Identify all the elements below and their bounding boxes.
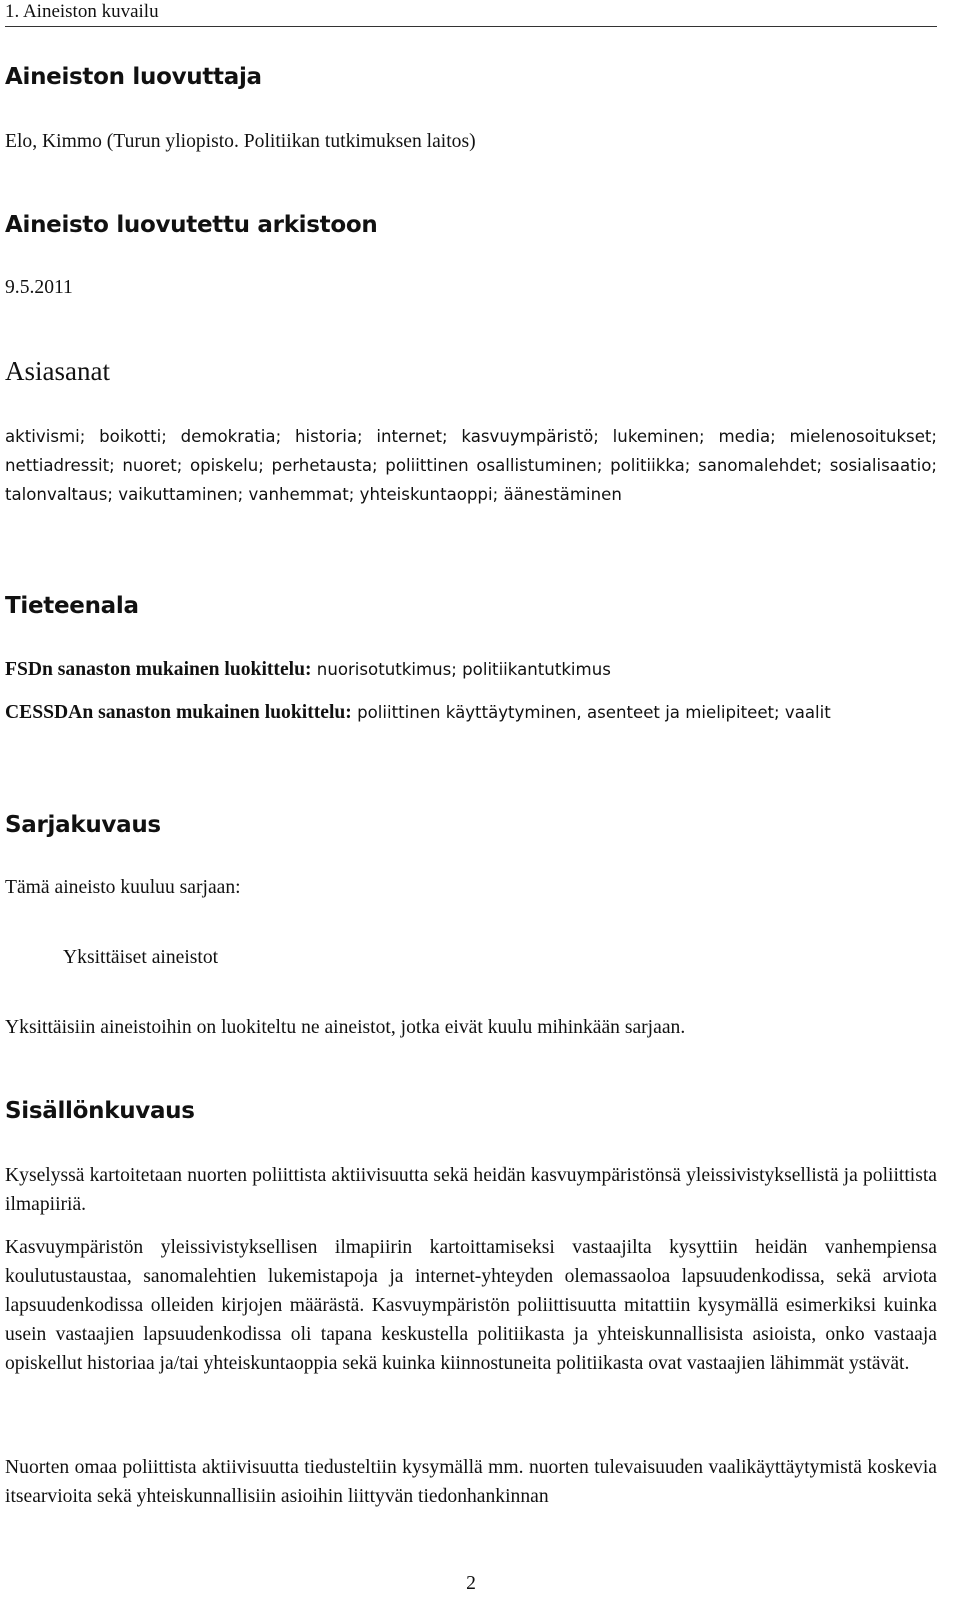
cessda-classification	[5, 698, 937, 727]
series-description: Yksittäisiin aineistoihin on luokiteltu ne aineistot, jotka eivät kuulu mihinkään sarjaan.	[5, 1017, 686, 1038]
heading-aineiston-luovuttaja: Aineiston luovuttaja	[5, 64, 262, 90]
content-paragraph: Kyselyssä kartoitetaan nuorten poliittista aktiivisuutta sekä heidän kasvuympäristönsä yleissivistyksellistä ja poliittista ilmapiiriä.	[5, 1165, 937, 1215]
content-paragraph: Kasvuympäristön yleissivistyksellisen ilmapiirin kartoittamiseksi vastaajilta kysyttiin heidän vanhempiensa koulutustaustaa, sanomalehtien lukemistapoja ja internet-yhteyden olemassaoloa lapsuudenkodissa, sekä arviota lapsuudenkodissa olleiden kirjojen määrästä. Kasvuympäristön poliittisuutta mitattiin kysymällä esimerkiksi kuinka usein vastaajien lapsuudenkodissa oli tapana keskustella politiikasta ja yhteiskunnallisista asioista, onko vastaaja opiskellut historiaa ja/tai yhteiskuntaoppia sekä kuinka kiinnostuneita politiikasta ovat vastaajien lähimmät ystävät.	[5, 1237, 937, 1374]
heading-asiasanat: Asiasanat	[5, 356, 110, 386]
cessda-value: poliittinen käyttäytyminen, asenteet ja mielipiteet; vaalit	[357, 703, 831, 722]
luovuttaja-text: Elo, Kimmo (Turun yliopisto. Politiikan tutkimuksen laitos)	[5, 131, 476, 152]
heading-aineisto-luovutettu: Aineisto luovutettu arkistoon	[5, 212, 378, 238]
content-paragraph: Nuorten omaa poliittista aktiivisuutta tiedusteltiin kysymällä mm. nuorten tulevaisuuden vaalikäyttäytymistä koskevia itsearvioita sekä yhteiskunnallisiin asioihin liittyvän tiedonhankinnan	[5, 1457, 937, 1507]
series-name: Yksittäiset aineistot	[63, 947, 219, 968]
fsd-value: nuorisotutkimus; politiikantutkimus	[316, 660, 611, 679]
fsd-classification	[5, 655, 937, 684]
asiasanat-text: aktivismi; boikotti; demokratia; historia; internet; kasvuympäristö; lukeminen; media; mielenosoitukset; nettiadressit; nuoret; opiskelu; perhetausta; poliittinen osallistuminen; politiikka; sanomalehdet; sosialisaatio; talonvaltaus; vaikuttaminen; vanhemmat; yhteiskuntaoppi; äänestäminen	[5, 427, 937, 504]
page-number: 2	[466, 1573, 476, 1594]
running-head: 1. Aineiston kuvailu	[5, 0, 937, 27]
heading-tieteenala: Tieteenala	[5, 593, 139, 619]
heading-sisallonkuvaus: Sisällönkuvaus	[5, 1098, 195, 1124]
luovutus-date: 9.5.2011	[5, 277, 73, 298]
fsd-label: FSDn sanaston mukainen luokittelu:	[5, 659, 312, 680]
sarja-intro: Tämä aineisto kuuluu sarjaan:	[5, 877, 241, 898]
heading-sarjakuvaus: Sarjakuvaus	[5, 812, 161, 838]
cessda-label: CESSDAn sanaston mukainen luokittelu:	[5, 702, 352, 723]
